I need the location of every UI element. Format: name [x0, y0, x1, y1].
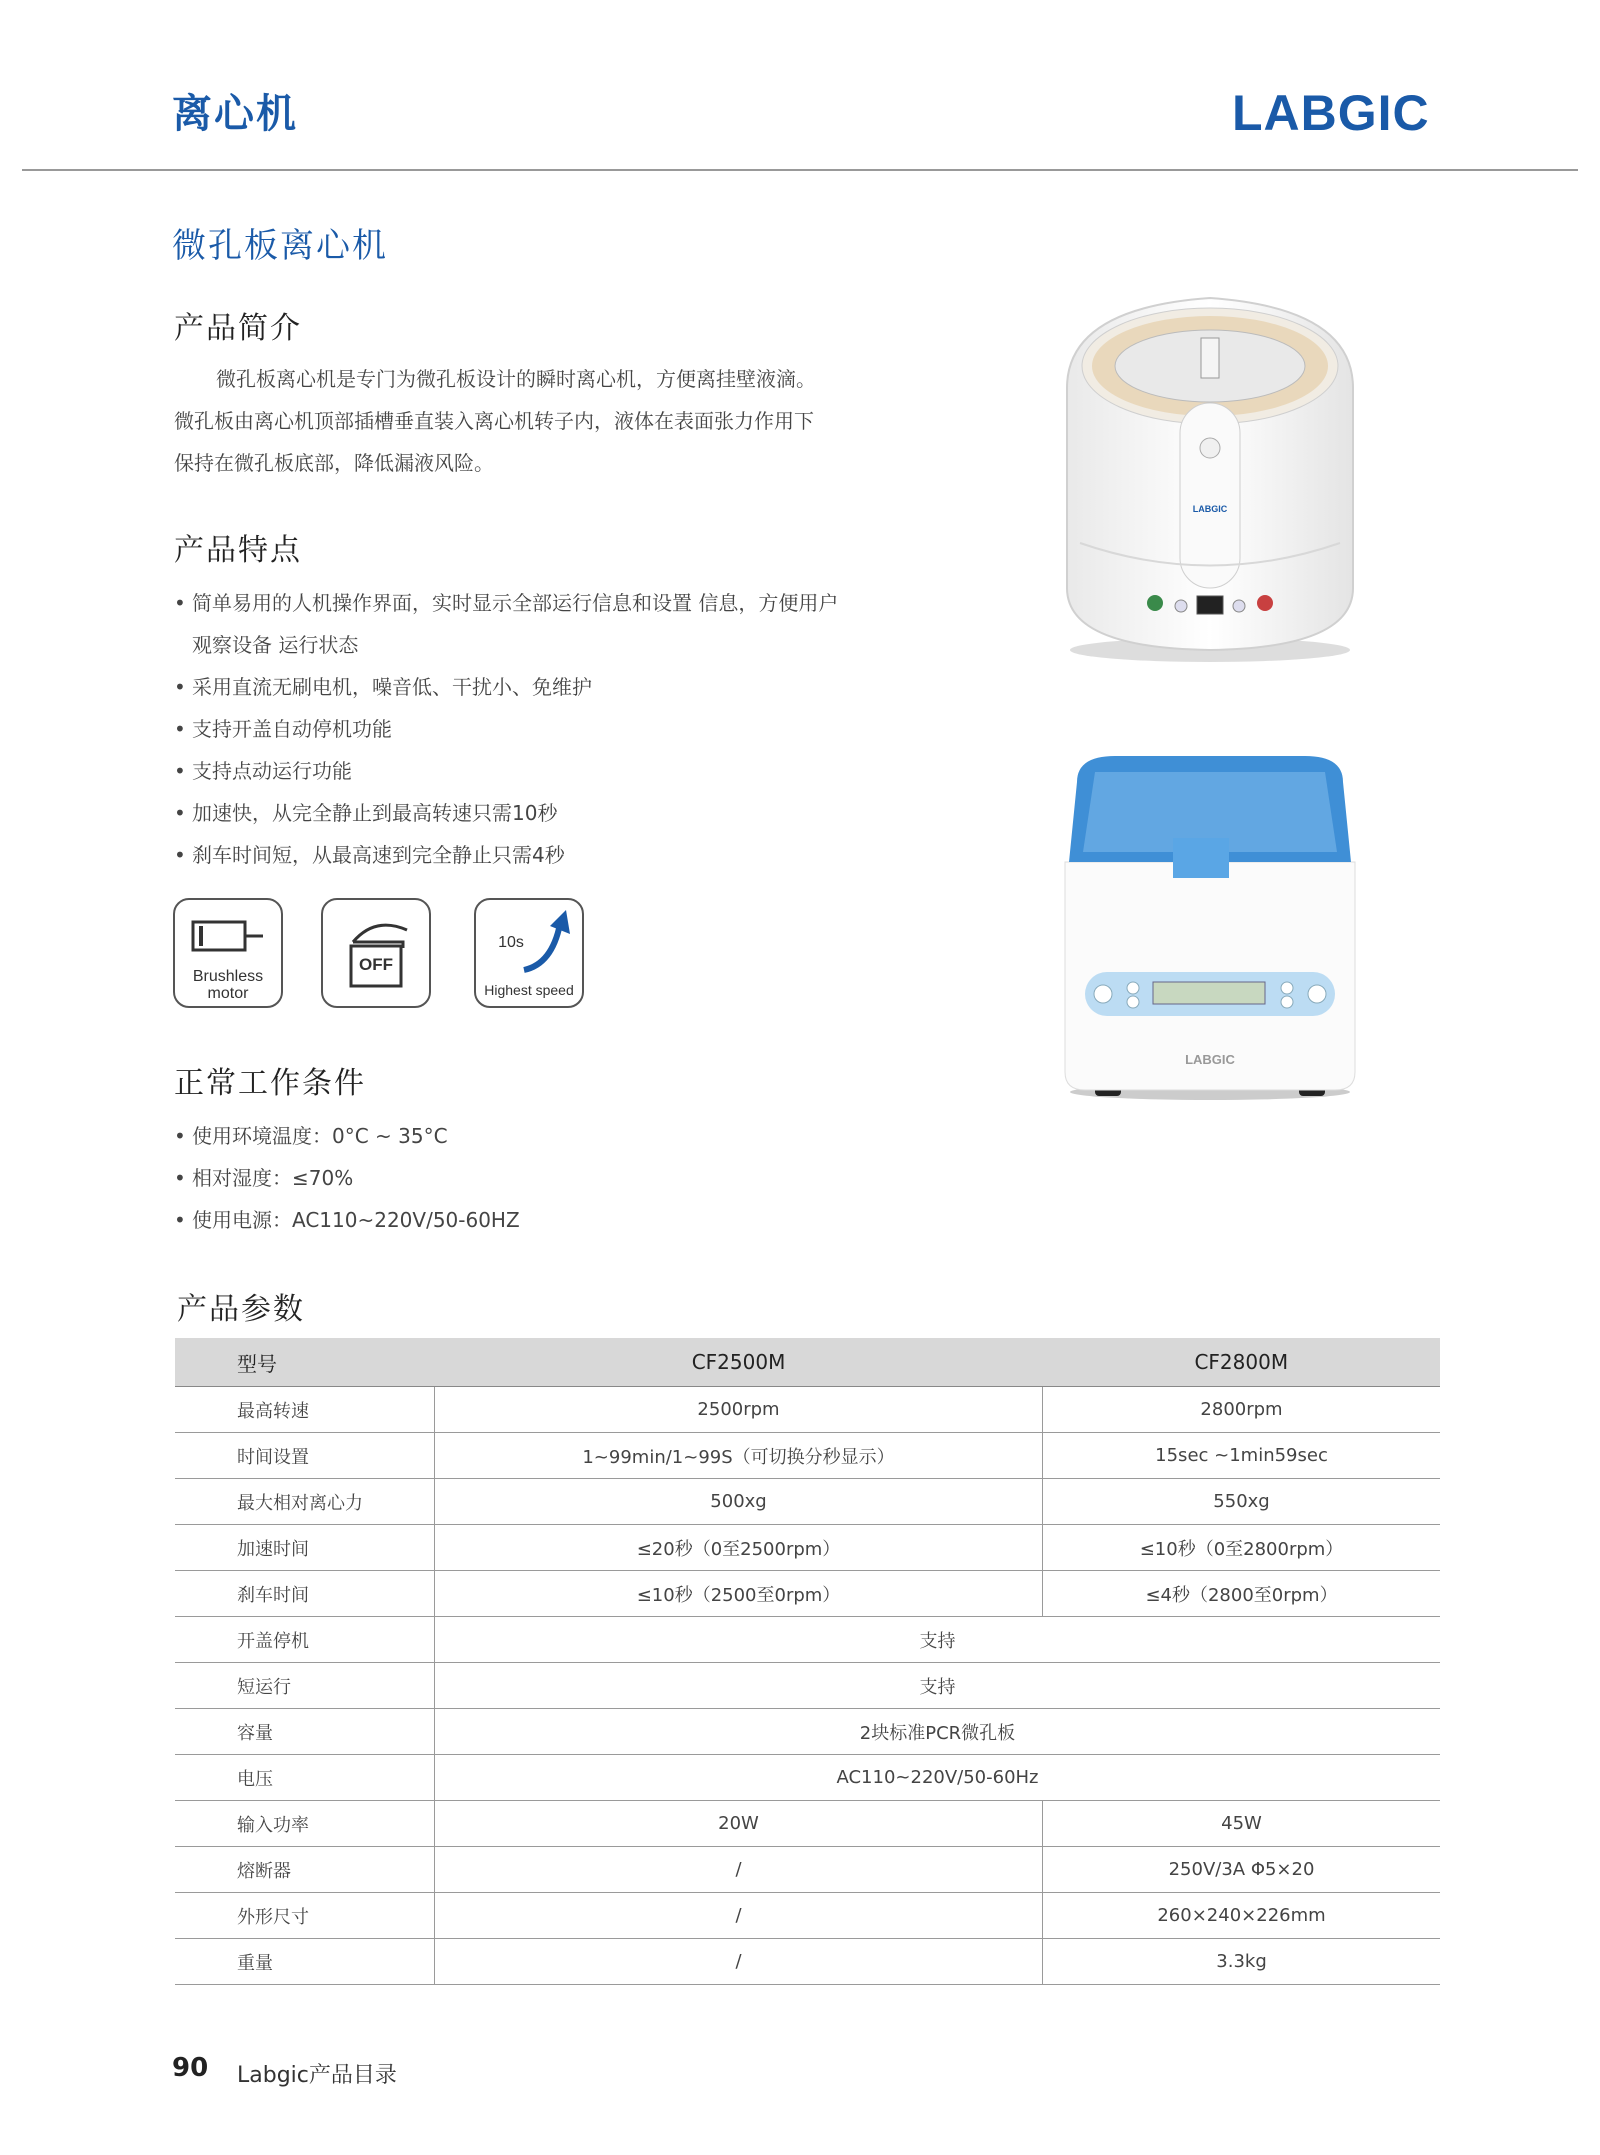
cell: AC110~220V/50-60Hz	[435, 1755, 1441, 1801]
feature-item: • 刹车时间短，从最高速到完全静止只需4秒	[174, 834, 874, 876]
specs-heading: 产品参数	[177, 1292, 305, 1327]
cell: 20W	[435, 1801, 1043, 1847]
feature-item: • 简单易用的人机操作界面，实时显示全部运行信息和设置 信息，方便用户 观察设备 运行状态	[174, 582, 874, 666]
lid-off-icon	[323, 908, 429, 998]
row-label: 容量	[175, 1709, 435, 1755]
cell: 250V/3A Φ5×20	[1043, 1847, 1440, 1893]
cell: ≤4秒（2800至0rpm）	[1043, 1571, 1440, 1617]
table-row	[175, 1663, 1440, 1709]
row-label: 时间设置	[175, 1433, 435, 1479]
table-row	[175, 1893, 1440, 1939]
page-number: 90	[172, 2053, 209, 2083]
row-label: 输入功率	[175, 1801, 435, 1847]
cell: 支持	[435, 1617, 1441, 1663]
cell: 15sec ~1min59sec	[1043, 1433, 1440, 1479]
row-label: 熔断器	[175, 1847, 435, 1893]
device-brand-label: LABGIC	[1192, 504, 1228, 514]
table-row	[175, 1525, 1440, 1571]
condition-item: • 使用环境温度：0°C ~ 35°C	[174, 1115, 874, 1157]
intro-paragraph	[174, 358, 864, 484]
cell: 支持	[435, 1663, 1441, 1709]
cell: ≤10秒（0至2800rpm）	[1043, 1525, 1440, 1571]
cell: ≤10秒（2500至0rpm）	[435, 1571, 1043, 1617]
table-row	[175, 1801, 1440, 1847]
cell: 2块标准PCR微孔板	[435, 1709, 1441, 1755]
table-row	[175, 1387, 1440, 1433]
feature-item: • 加速快，从完全静止到最高转速只需10秒	[174, 792, 874, 834]
table-row	[175, 1709, 1440, 1755]
table-row	[175, 1617, 1440, 1663]
specs-table	[175, 1338, 1440, 1985]
header-cell: CF2500M	[435, 1338, 1043, 1387]
row-label: 加速时间	[175, 1525, 435, 1571]
brand-logo: LABGIC	[1232, 85, 1430, 141]
header-cell: 型号	[175, 1338, 435, 1387]
speed-time-label: 10s	[498, 934, 524, 951]
cell: 45W	[1043, 1801, 1440, 1847]
cell: /	[435, 1893, 1043, 1939]
device-brand-label-2: LABGIC	[1185, 1052, 1235, 1067]
conditions-heading: 正常工作条件	[174, 1066, 366, 1101]
feature-item: • 支持点动运行功能	[174, 750, 874, 792]
cell: /	[435, 1847, 1043, 1893]
blue-lid-centrifuge-image	[1055, 752, 1365, 1104]
table-row	[175, 1755, 1440, 1801]
motor-icon	[175, 912, 281, 972]
table-row	[175, 1571, 1440, 1617]
specs-header-row	[175, 1338, 1440, 1387]
highest-speed-badge	[474, 898, 584, 1008]
category-title: 离心机	[172, 91, 298, 137]
table-row	[175, 1939, 1440, 1985]
row-label: 最大相对离心力	[175, 1479, 435, 1525]
row-label: 最高转速	[175, 1387, 435, 1433]
row-label: 外形尺寸	[175, 1893, 435, 1939]
table-row	[175, 1433, 1440, 1479]
brushless-label-line1: Brushless	[192, 968, 264, 985]
intro-line: 微孔板离心机是专门为微孔板设计的瞬时离心机，方便离挂壁液滴。	[216, 367, 816, 391]
condition-item: • 使用电源：AC110~220V/50-60HZ	[174, 1199, 874, 1241]
intro-line: 微孔板由离心机顶部插槽垂直装入离心机转子内，液体在表面张力作用下	[174, 409, 814, 433]
cell: 3.3kg	[1043, 1939, 1440, 1985]
product-title: 微孔板离心机	[172, 226, 388, 266]
feature-item: • 采用直流无刷电机，噪音低、干扰小、免维护	[174, 666, 874, 708]
intro-line: 保持在微孔板底部，降低漏液风险。	[174, 451, 494, 475]
feature-item: • 支持开盖自动停机功能	[174, 708, 874, 750]
row-label: 开盖停机	[175, 1617, 435, 1663]
cell: 500xg	[435, 1479, 1043, 1525]
cell: 260×240×226mm	[1043, 1893, 1440, 1939]
cell: 2800rpm	[1043, 1387, 1440, 1433]
cell: 550xg	[1043, 1479, 1440, 1525]
cell: 2500rpm	[435, 1387, 1043, 1433]
row-label: 刹车时间	[175, 1571, 435, 1617]
brushless-label-line2: motor	[207, 985, 249, 1002]
brushless-motor-badge	[173, 898, 283, 1008]
features-heading: 产品特点	[174, 533, 302, 568]
cell: /	[435, 1939, 1043, 1985]
table-row	[175, 1847, 1440, 1893]
header-cell: CF2800M	[1043, 1338, 1440, 1387]
speed-label: Highest speed	[484, 982, 574, 998]
features-list	[174, 582, 874, 876]
cell: ≤20秒（0至2500rpm）	[435, 1525, 1043, 1571]
header-divider	[22, 169, 1578, 171]
cell: 1~99min/1~99S（可切换分秒显示）	[435, 1433, 1043, 1479]
row-label: 重量	[175, 1939, 435, 1985]
white-centrifuge-image	[1055, 288, 1365, 668]
lid-open-stop-badge	[321, 898, 431, 1008]
intro-heading: 产品简介	[174, 311, 302, 346]
row-label: 短运行	[175, 1663, 435, 1709]
off-label: OFF	[359, 955, 393, 974]
conditions-list	[174, 1115, 874, 1241]
catalog-footer: Labgic产品目录	[237, 2063, 397, 2088]
table-row	[175, 1479, 1440, 1525]
speed-arrow-icon	[476, 908, 582, 978]
row-label: 电压	[175, 1755, 435, 1801]
condition-item: • 相对湿度：≤70%	[174, 1157, 874, 1199]
